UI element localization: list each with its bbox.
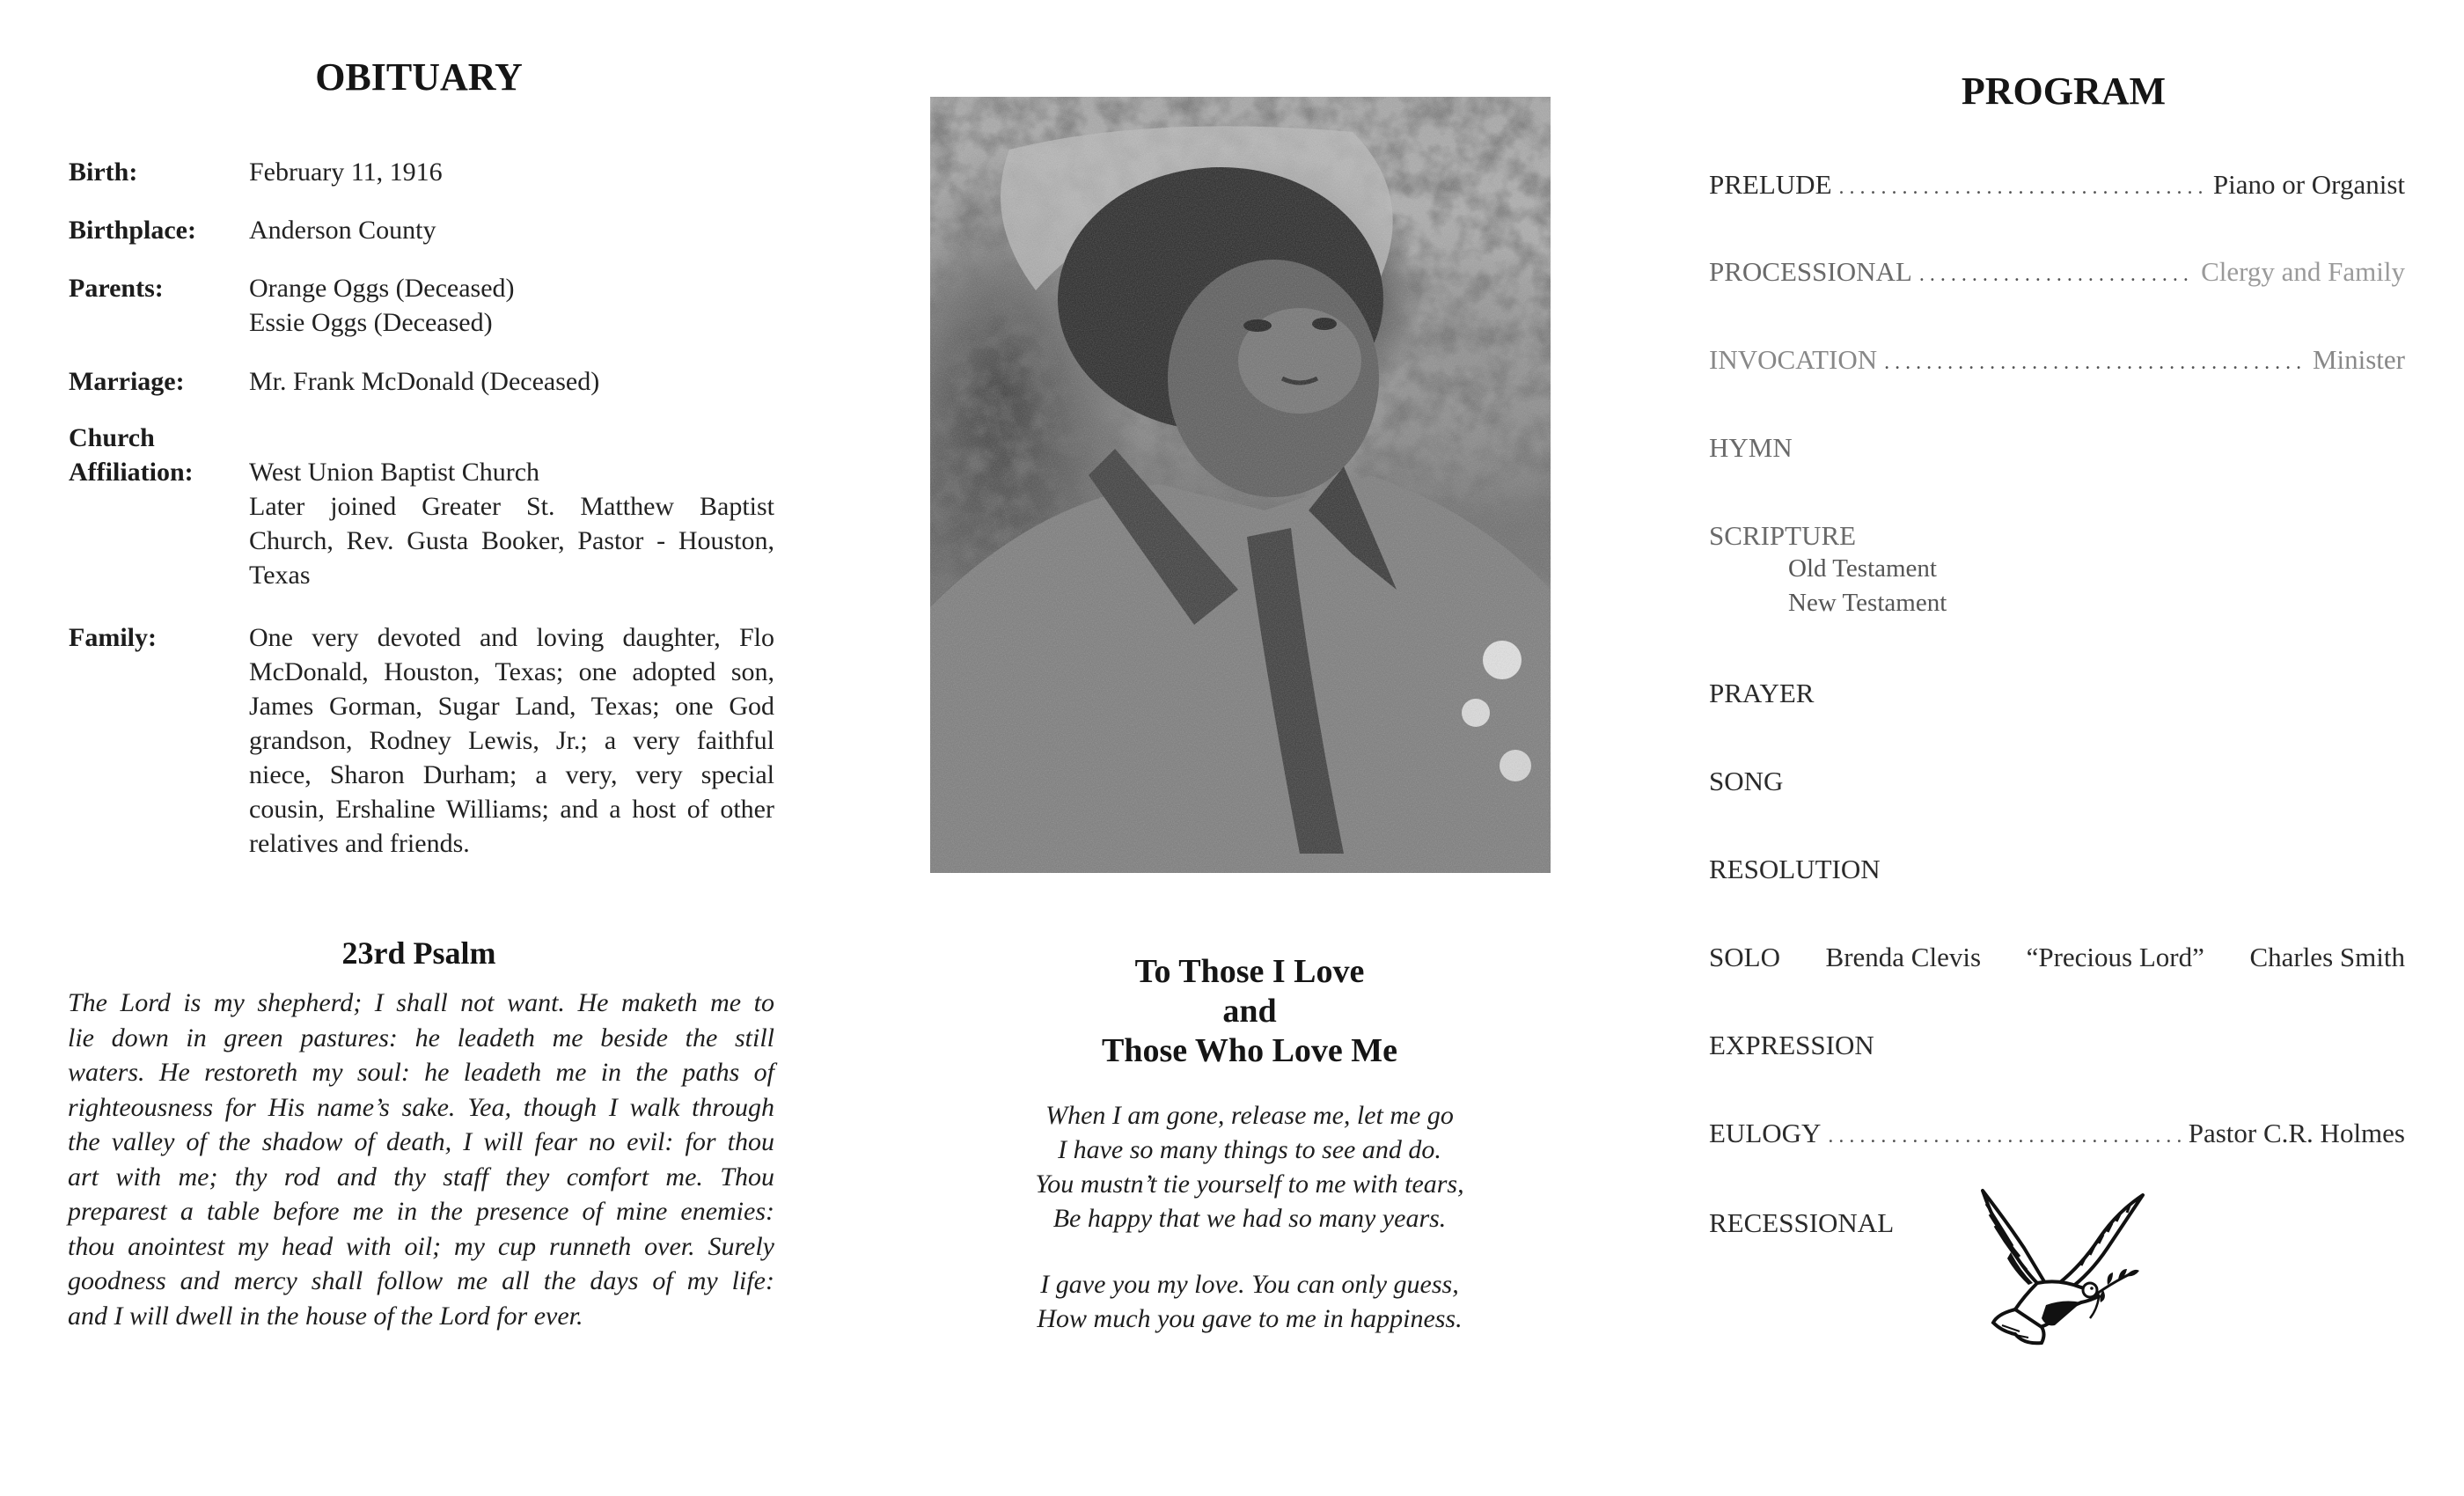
program-label: PRELUDE bbox=[1709, 169, 1832, 200]
dot-leader bbox=[1839, 172, 2206, 203]
dove-with-olive-branch-icon bbox=[1976, 1186, 2152, 1349]
parents-value bbox=[249, 271, 774, 340]
portrait-photo bbox=[930, 97, 1551, 873]
program-label: SCRIPTURE bbox=[1709, 520, 1857, 551]
solo-song-title: “Precious Lord” bbox=[2026, 942, 2204, 972]
church-line: Texas bbox=[249, 561, 311, 590]
program-item-expression bbox=[1709, 1030, 2405, 1061]
program-label: SONG bbox=[1709, 766, 1784, 796]
family-line: niece, Sharon Durham; a very, very special bbox=[249, 760, 774, 789]
poem-line: When I am gone, release me, let me go bbox=[1045, 1101, 1454, 1130]
parents-label: Parents: bbox=[69, 274, 164, 303]
family-line: cousin, Ershaline Williams; and a host of other bbox=[249, 795, 774, 824]
program-label: PRAYER bbox=[1709, 678, 1815, 708]
church-label-line: Affiliation: bbox=[69, 458, 194, 487]
parent-line: Orange Oggs (Deceased) bbox=[249, 274, 515, 303]
family-line: grandson, Rodney Lewis, Jr.; a very faithful bbox=[249, 726, 774, 755]
psalm-title: 23rd Psalm bbox=[341, 935, 496, 971]
poem-title-line: Those Who Love Me bbox=[1101, 1032, 1398, 1069]
psalm-line: waters. He restoreth my soul: he leadeth me in the paths of bbox=[68, 1058, 774, 1087]
marriage-label: Marriage: bbox=[69, 367, 185, 396]
psalm-line: art with me; thy rod and thy staff they comfort me. Thou bbox=[68, 1162, 774, 1192]
program-item-prelude bbox=[1709, 169, 2405, 203]
program-label: SOLO bbox=[1709, 942, 1780, 972]
photo-grain bbox=[930, 97, 1551, 873]
program-item-invocation bbox=[1709, 344, 2405, 378]
scripture-old-testament: Old Testament bbox=[1788, 554, 1937, 583]
program-label: EULOGY bbox=[1709, 1118, 1822, 1148]
church-line: Church, Rev. Gusta Booker, Pastor - Houston, bbox=[249, 526, 774, 555]
program-label: EXPRESSION bbox=[1709, 1030, 1874, 1060]
spouse-line: Mr. Frank McDonald (Deceased) bbox=[249, 367, 600, 396]
family-line: relatives and friends. bbox=[249, 829, 470, 858]
program-label: INVOCATION bbox=[1709, 344, 1878, 375]
poem-line: I have so many things to see and do. bbox=[1058, 1135, 1441, 1164]
marriage-value bbox=[249, 364, 774, 399]
program-value: Clergy and Family bbox=[2201, 256, 2405, 287]
family-value bbox=[249, 620, 774, 861]
dot-leader bbox=[1828, 1120, 2181, 1152]
program-item-hymn bbox=[1709, 432, 2405, 464]
poem-title bbox=[968, 952, 1531, 1071]
psalm-line: goodness and mercy shall follow me all the days of my life: bbox=[68, 1266, 774, 1295]
birth-date: February 11, 1916 bbox=[249, 158, 443, 187]
birthplace-text: Anderson County bbox=[249, 216, 436, 245]
church-affiliation-label bbox=[69, 421, 245, 489]
program-label: HYMN bbox=[1709, 432, 1793, 463]
psalm-line: the valley of the shadow of death, I will fear no evil: for thou bbox=[68, 1127, 774, 1156]
church-affiliation-value bbox=[249, 455, 774, 592]
program-item-solo bbox=[1709, 942, 2405, 973]
family-label: Family: bbox=[69, 623, 157, 652]
psalm-line: preparest a table before me in the presence of mine enemies: bbox=[68, 1197, 774, 1226]
family-line: One very devoted and loving daughter, Flo bbox=[249, 623, 774, 652]
program-value: Minister bbox=[2312, 344, 2405, 375]
birthplace-label: Birthplace: bbox=[69, 216, 196, 245]
accompanist-name: Charles Smith bbox=[2249, 942, 2405, 972]
poem-stanza-2 bbox=[968, 1267, 1531, 1336]
program-label: RECESSIONAL bbox=[1709, 1207, 1895, 1238]
scripture-new-testament: New Testament bbox=[1788, 589, 1947, 617]
psalm-line: The Lord is my shepherd; I shall not want. He maketh me to bbox=[68, 988, 774, 1017]
church-line: West Union Baptist Church bbox=[249, 458, 540, 487]
soloist-name: Brenda Clevis bbox=[1825, 942, 1982, 972]
portrait-illustration bbox=[930, 97, 1551, 873]
program-item-song bbox=[1709, 766, 2405, 797]
birth-value bbox=[249, 155, 774, 189]
program-label: RESOLUTION bbox=[1709, 854, 1881, 884]
program-item-eulogy bbox=[1709, 1118, 2405, 1152]
obituary-title: OBITUARY bbox=[315, 55, 523, 99]
psalm-body bbox=[68, 986, 774, 1333]
birth-label: Birth: bbox=[69, 158, 138, 187]
program-item-processional bbox=[1709, 256, 2405, 290]
poem-stanza-1 bbox=[968, 1098, 1531, 1236]
family-line: McDonald, Houston, Texas; one adopted son, bbox=[249, 657, 774, 686]
program-value: Pastor C.R. Holmes bbox=[2188, 1118, 2405, 1148]
poem-line: I gave you my love. You can only guess, bbox=[1040, 1270, 1459, 1299]
psalm-line: lie down in green pastures: he leadeth me beside the still bbox=[68, 1023, 774, 1052]
poem-line: How much you gave to me in happiness. bbox=[1037, 1304, 1463, 1333]
poem-line: Be happy that we had so many years. bbox=[1052, 1204, 1447, 1233]
poem-title-line: To Those I Love bbox=[1134, 953, 1365, 990]
parent-line: Essie Oggs (Deceased) bbox=[249, 308, 493, 337]
psalm-line: righteousness for His name’s sake. Yea, though I walk through bbox=[68, 1092, 774, 1122]
psalm-line: and I will dwell in the house of the Lord for ever. bbox=[68, 1301, 583, 1331]
program-label: PROCESSIONAL bbox=[1709, 256, 1912, 287]
psalm-line: thou anointest my head with oil; my cup runneth over. Surely bbox=[68, 1231, 774, 1261]
birthplace-value bbox=[249, 213, 774, 247]
poem-title-line: and bbox=[1222, 993, 1277, 1030]
program-item-scripture bbox=[1709, 520, 2405, 620]
program-item-resolution bbox=[1709, 854, 2405, 885]
program-item-prayer bbox=[1709, 678, 2405, 709]
church-line: Later joined Greater St. Matthew Baptist bbox=[249, 492, 774, 521]
dot-leader bbox=[1919, 259, 2194, 290]
dot-leader bbox=[1884, 347, 2306, 378]
family-line: James Gorman, Sugar Land, Texas; one God bbox=[249, 692, 774, 721]
program-value: Piano or Organist bbox=[2212, 169, 2405, 200]
program-title: PROGRAM bbox=[1961, 70, 2167, 113]
church-label-line: Church bbox=[69, 423, 155, 452]
poem-line: You mustn’t tie yourself to me with tears, bbox=[1035, 1170, 1464, 1199]
